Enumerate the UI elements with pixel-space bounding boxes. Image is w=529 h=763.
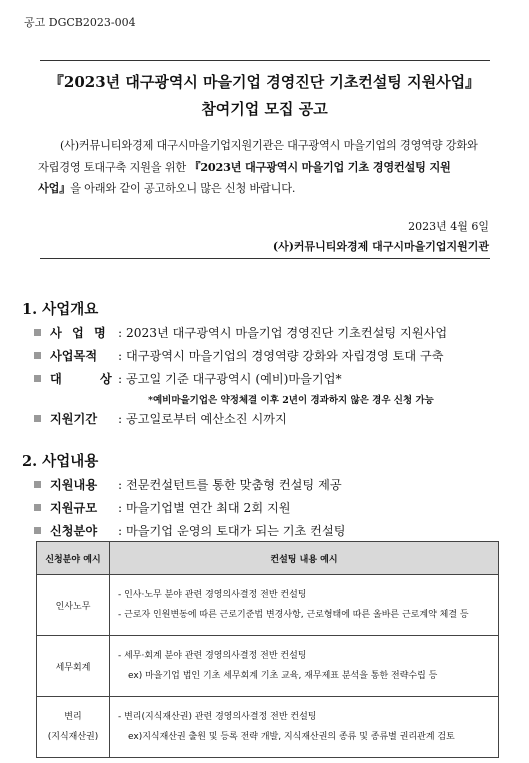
field-name: 변리 (64, 712, 82, 722)
intro-line-2 (38, 157, 492, 179)
intro-line-3-text: 을 아래와 같이 공고하오니 많은 신청 바랍니다. (70, 182, 296, 195)
field-name: 세무회계 (55, 662, 91, 673)
field-name: 인사노무 (55, 601, 91, 612)
content-item (34, 499, 291, 516)
document-number: 공고 DGCB2023-004 (24, 16, 136, 29)
overview-value: : 대구광역시 마을기업의 경영역량 강화와 자립경영 토대 구축 (118, 349, 444, 363)
table-row (37, 575, 499, 636)
content-cell (110, 697, 499, 758)
square-bullet-icon (34, 481, 41, 488)
field-name-sub: (지식재산권) (47, 732, 99, 742)
content-cell (110, 575, 499, 636)
overview-label: 대 상 (50, 372, 112, 386)
content-value: : 전문컨설턴트를 통한 맞춤형 컨설팅 제공 (118, 478, 342, 492)
content-value: : 마을기업별 연간 최대 2회 지원 (118, 501, 291, 515)
overview-value: : 공고일 기준 대구광역시 (예비)마을기업* (118, 372, 342, 386)
intro-line-2-emphasis: 『2023년 대구광역시 마을기업 기초 경영컨설팅 지원 (189, 159, 451, 174)
table-header-field: 신청분야 예시 (37, 542, 110, 575)
content-line: - 변리(지식재산권) 관련 경영의사결정 전반 컨설팅 (118, 712, 317, 722)
field-cell (37, 636, 110, 697)
intro-line-3 (38, 178, 492, 200)
overview-value: : 공고일로부터 예산소진 시까지 (118, 412, 287, 426)
overview-label: 사 업 명 (50, 326, 109, 340)
overview-label: 지원기간 (50, 412, 98, 426)
overview-label: 사업목적 (50, 349, 98, 363)
content-line: - 근로자 인원변동에 따른 근로기준법 변경사항, 근로형태에 따른 올바른 근로계약 체결 등 (118, 610, 469, 620)
table-row (37, 697, 499, 758)
intro-line-1: (사)커뮤니티와경제 대구시마을기업지원기관은 대구광역시 마을기업의 경영역량 강화와 (60, 139, 478, 152)
content-line: ex)지식재산권 출원 및 등록 전략 개발, 지식재산권의 종류 및 종류별 권리관계 검토 (128, 732, 455, 742)
content-line: - 세무·회계 분야 관련 경영의사결정 전반 컨설팅 (118, 651, 307, 661)
intro-paragraph (38, 136, 492, 200)
intro-line-2-text: 자립경영 토대구축 지원을 위한 (38, 160, 190, 174)
consulting-examples-table (36, 541, 499, 758)
table-header-content: 컨설팅 내용 예시 (110, 542, 499, 575)
square-bullet-icon (34, 375, 41, 382)
section-1-title: 1. 사업개요 (22, 301, 99, 318)
overview-item (34, 410, 287, 427)
eligibility-note: *예비마을기업은 약정체결 이후 2년이 경과하지 않은 경우 신청 가능 (148, 395, 434, 406)
notice-subtitle: 참여기업 모집 공고 (201, 100, 328, 118)
overview-item (34, 347, 444, 364)
content-line: ex) 마을기업 법인 기초 세무회계 기초 교육, 재무제표 분석을 통한 전략수립 등 (128, 671, 438, 681)
overview-item (34, 370, 342, 387)
content-value: : 마을기업 운영의 토대가 되는 기초 컨설팅 (118, 524, 346, 538)
square-bullet-icon (34, 415, 41, 422)
notice-title: 『2023년 대구광역시 마을기업 경영진단 기초컨설팅 지원사업』 (48, 73, 481, 91)
square-bullet-icon (34, 504, 41, 511)
square-bullet-icon (34, 527, 41, 534)
field-cell (37, 697, 110, 758)
content-label: 신청분야 (50, 524, 98, 538)
notice-date: 2023년 4월 6일 (408, 220, 489, 233)
overview-value: : 2023년 대구광역시 마을기업 경영진단 기초컨설팅 지원사업 (118, 326, 448, 340)
overview-item (34, 324, 447, 341)
content-item (34, 476, 342, 493)
field-cell (37, 575, 110, 636)
content-item (34, 522, 346, 539)
content-label: 지원내용 (50, 478, 98, 492)
content-label: 지원규모 (50, 501, 98, 515)
issuing-organization: (사)커뮤니티와경제 대구시마을기업지원기관 (272, 240, 489, 253)
section-2-title: 2. 사업내용 (22, 453, 99, 470)
table-header-row (37, 542, 499, 575)
square-bullet-icon (34, 352, 41, 359)
content-line: - 인사·노무 분야 관련 경영의사결정 전반 컨설팅 (118, 590, 307, 600)
content-cell (110, 636, 499, 697)
table-row (37, 636, 499, 697)
intro-line-3-emphasis: 사업』 (38, 181, 71, 195)
square-bullet-icon (34, 329, 41, 336)
